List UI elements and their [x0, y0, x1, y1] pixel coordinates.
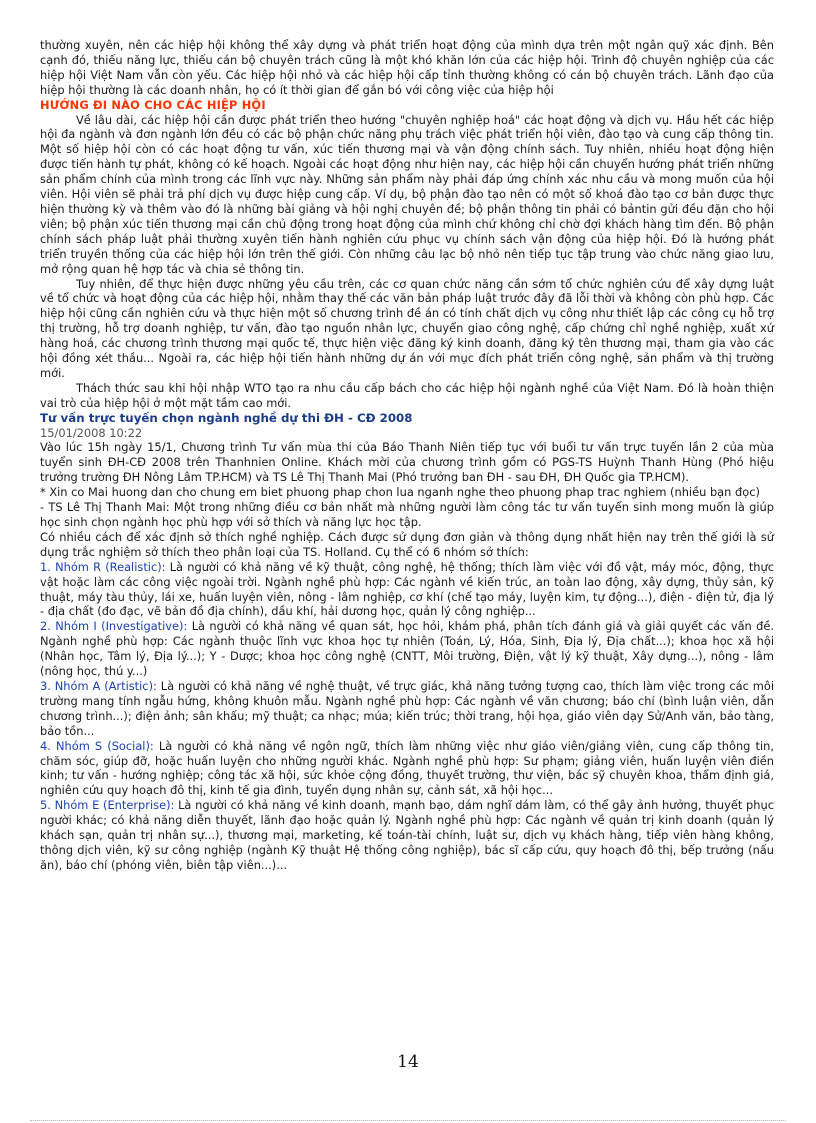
group-description: Là người có khả năng về kinh doanh, mạnh bạo, dám nghĩ dám làm, có thể gây ảnh hưởng, thuyết phục người khác; có khả năng diễn thuyết, lãnh đạo hoặc quản lý. Ngành nghề phù hợp: Các ngành về quản trị kinh doanh (quản lý khách sạn, quản trị nhân sự...), thương mại, marketing, kế toán-tài chính, luật sư, dịch vụ khách hàng, tiếp viên hàng không, thông dịch viên, kỹ sư công nghiệp (ngành Kỹ thuật Hệ thống công nghiệp), bác sĩ cấp cứu, quy hoạch đô thị, bếp trưởng (nấu ăn), báo chí (phóng viên, biên tập viên...)... [40, 798, 774, 872]
intro-paragraph: thường xuyên, nên các hiệp hội không thể xây dựng và phát triển hoạt động của mình dựa trên một ngân quỹ xác định. Bên cạnh đó, thiếu năng lực, thiếu cán bộ chuyên trách cũng là một khó khăn lớn của các hiệp hội. Trình độ chuyên nghiệp của các hiệp hội Việt Nam vẫn còn yếu. Các hiệp hội nhỏ và các hiệp hội cấp tỉnh thường không có cán bộ chuyên trách. Lãnh đạo của hiệp hội thường là các doanh nhân, họ có ít thời gian để gắn bó với công việc của hiệp hội [40, 38, 774, 97]
page-number: 14 [397, 1052, 419, 1072]
list-item [40, 739, 774, 799]
expert-answer: Có nhiều cách để xác định sở thích nghề nghiệp. Cách được sử dụng đơn giản và thông dụng nhất hiện nay trên thế giới là sử dụng trắc nghiệm sở thích theo phân loại của TS. Holland. Cụ thể có 6 nhóm sở thích: [40, 529, 774, 559]
group-label: 3. Nhóm A (Artistic): [40, 678, 157, 693]
group-label: 1. Nhóm R (Realistic): [40, 559, 166, 574]
expert-answer: - TS Lê Thị Thanh Mai: Một trong những điều cơ bản nhất mà những người làm công tác tư vấn tuyển sinh mong muốn là giúp học sinh chọn ngành học phù hợp với sở thích và năng lực học tập. [40, 500, 774, 529]
group-label: 4. Nhóm S (Social): [40, 738, 154, 753]
group-description: Là người có khả năng về nghệ thuật, về trực giác, khả năng tưởng tượng cao, thích làm việc trong các môi trường mang tính ngẫu hứng, không khuôn mẫu. Ngành nghề phù hợp: Các ngành về văn chương; báo chí (bình luận viên, dẫn chương trình...); điện ảnh; sân khấu; mỹ thuật; ca nhạc; múa; kiến trúc; thời trang, hội họa, giáo viên dạy Sử/Anh văn, bảo tàng, bảo tồn... [40, 678, 774, 738]
group-label: 5. Nhóm E (Enterprise): [40, 798, 175, 813]
document-page [40, 38, 774, 873]
section-paragraph: Tuy nhiên, để thực hiện được những yêu cầu trên, các cơ quan chức năng cần sớm tổ chức nghiên cứu để xây dựng luật về tổ chức và hoạt động của các hiệp hội, nhằm thay thế các văn bản pháp luật trước đây đã lỗi thời và không còn phù hợp. Các hiệp hội cũng cần nghiên cứu và thực hiện một số chương trình đề án có tính chất dịch vụ công như thiết lập các công cụ hỗ trợ thị trường, hỗ trợ doanh nghiệp, tư vấn, đào tạo nguồn nhân lực, chuyển giao công nghệ, cấp chứng chỉ nghề nghiệp, xuất xứ hàng hoá, các chương trình thương mại quốc tế, thực hiện việc đăng ký kinh doanh, đăng ký tên thương mại, tham gia vào các hội đồng xét thầu... Ngoài ra, các hiệp hội tiến hành những dự án với mục đích phát triển công nghệ, sản phẩm và thị trường mới. [40, 276, 774, 380]
section-paragraph: Về lâu dài, các hiệp hội cần được phát triển theo hướng "chuyên nghiệp hoá" các hoạt động và dịch vụ. Hầu hết các hiệp hội đa ngành và đơn ngành lớn đều có các bộ phận chức năng phụ trách việc phát triển hội viên, đào tạo và cung cấp thông tin. Một số hiệp hội còn có các hoạt động tư vấn, xúc tiến thương mại và vận động chính sách. Tuy nhiên, nhiều hoạt động hiện được tiến hành tự phát, không có kế hoạch. Ngoài các hoạt động như hiện nay, các hiệp hội cần chuyển hướng phát triển những sản phẩm chính của mình trong các lĩnh vực này. Những sản phẩm này phải đáp ứng chính xác nhu cầu và mong muốn của hội viên. Hội viên sẽ phải trả phí dịch vụ được hiệp cung cấp. Ví dụ, bộ phận đào tạo nên có một số khoá đào tạo cơ bản được thực hiện thường kỳ và thêm vào đó là những bài giảng và hội nghị chuyên đề; bộ phận thông tin phải có bảntin gửi đều đặn cho hội viên; bộ phận xúc tiến thương mại cần chủ động trong hoạt động của mình chứ không chỉ chờ đợi khách hàng tìm đến. Bộ phận chính sách pháp luật phải thường xuyên tiến hành nghiên cứu phục vụ chính sách vận động của hiệp hội. Đó là hướng phát triển truyền thống của các hiệp hội lớn trên thế giới. Còn những câu lạc bộ nhỏ nên tiếp tục tập trung vào chức năng giao lưu, mở rộng quan hệ hợp tác và chia sẻ thông tin. [40, 112, 774, 276]
group-description: Là người có khả năng về quan sát, học hỏi, khám phá, phân tích đánh giá và giải quyết các vấn đề. Ngành nghề phù hợp: Các ngành thuộc lĩnh vực khoa học tự nhiên (Toán, Lý, Hóa, Sinh, Địa lý, Địa chất...); khoa học xã hội (Nhân học, Tâm lý, Địa lý...); Y - Dược; khoa học công nghệ (CNTT, Môi trường, Điện, vật lý kỹ thuật, Xây dựng...), nông - lâm (nông học, thú y...) [40, 619, 774, 679]
list-item [40, 560, 774, 620]
article-lead: Vào lúc 15h ngày 15/1, Chương trình Tư vấn mùa thi của Báo Thanh Niên tiếp tục với buổi tư vấn trực tuyến lần 2 của mùa tuyển sinh ĐH-CĐ 2008 trên Thanhnien Online. Khách mời của chương trình gồm có PGS-TS Huỳnh Thanh Hùng (Phó hiệu trưởng trường ĐH Nông Lâm TP.HCM) và TS Lê Thị Thanh Mai (Phó trưởng ban ĐH - sau ĐH, ĐH Quốc gia TP.HCM). [40, 440, 774, 485]
section-heading: HƯỚNG ĐI NÀO CHO CÁC HIỆP HỘI [40, 97, 266, 112]
reader-question: * Xin co Mai huong dan cho chung em biet phuong phap chon lua nganh nghe theo phuong phap trac nghiem (nhiều bạn đọc) [40, 485, 760, 500]
group-description: Là người có khả năng về ngôn ngữ, thích làm những việc như giáo viên/giảng viên, cung cấp thông tin, chăm sóc, giúp đỡ, hoặc huấn luyện cho những người khác. Ngành nghề phù hợp: Sư phạm; giảng viên, huấn luyện viên điền kinh; tư vấn - hướng nghiệp; công tác xã hội, sức khỏe cộng đồng, thuyết trường, thư viện, bác sỹ chuyên khoa, thẩm định giá, nghiên cứu quy hoạch đô thị, kinh tế gia đình, tuyển dụng nhân sự, cảnh sát, xã hội học... [40, 738, 774, 798]
group-label: 2. Nhóm I (Investigative): [40, 619, 188, 634]
page-bottom-divider [30, 1120, 786, 1121]
group-description: Là người có khả năng về kỹ thuật, công nghệ, hệ thống; thích làm việc với đồ vật, máy móc, động, thực vật hoặc làm các công việc ngoài trời. Ngành nghề phù hợp: Các ngành về kiến trúc, an toàn lao động, xây dựng, thủy sản, kỹ thuật, máy tàu thủy, lái xe, huấn luyện viên, nông - lâm nghiệp, cơ khí (chế tạo máy, luyện kim, tự động...), điện - điện tử, địa lý - địa chất (đo đạc, vẽ bản đồ địa chính), dầu khí, hải dương học, quản lý công nghiệp... [40, 559, 774, 619]
holland-groups-list [40, 560, 774, 873]
list-item [40, 798, 774, 873]
article-datetime: 15/01/2008 10:22 [40, 425, 143, 440]
section-paragraph: Thách thức sau khi hội nhập WTO tạo ra nhu cầu cấp bách cho các hiệp hội ngành nghề của Việt Nam. Đó là hoàn thiện vai trò của hiệp hội ở một mặt tầm cao mới. [40, 380, 774, 410]
list-item [40, 619, 774, 679]
list-item [40, 679, 774, 739]
article-title: Tư vấn trực tuyến chọn ngành nghề dự thi ĐH - CĐ 2008 [40, 410, 413, 425]
